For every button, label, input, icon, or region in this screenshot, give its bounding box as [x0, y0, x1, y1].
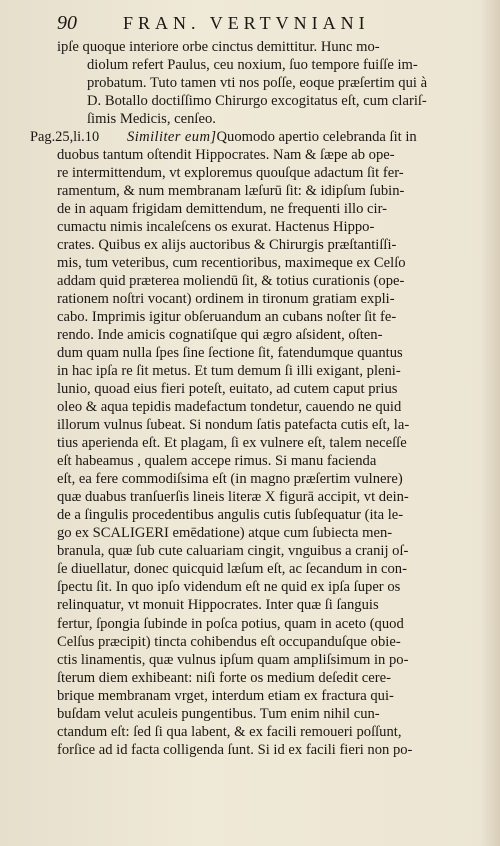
text-line: fertur, ſpongia ſubinde in poſca potius, quam in aceto (quod	[57, 615, 404, 632]
text-line: illorum vulnus ſubeat. Si nondum ſatis patefacta cutis eſt, la-	[57, 417, 410, 434]
text-line: de a ſingulis procedentibus angulis cutis ſubſequatur (ita le-	[57, 507, 404, 524]
text-line: buſdam velut aculeis pungentibus. Tum enim nihil cun-	[57, 705, 380, 722]
text-line: quæ duabus tranſuerſis lineis literæ X figurā accipit, vt dein-	[57, 489, 409, 506]
text-line: oleo & aqua tepidis madefactum tondetur, cauendo ne quid	[57, 399, 402, 416]
text-line: forſice ad id facta colligenda ſunt. Si id ex facili fieri non po-	[57, 741, 413, 758]
text-line: cumactu nimis incaleſcens os exurat. Hactenus Hippo-	[57, 219, 375, 236]
text-line: diolum refert Paulus, ceu noxium, ſuo tempore fuiſſe im-	[87, 57, 418, 74]
text-line: ctandum eſt: ſed ſi qua labent, & ex facili remoueri poſſunt,	[57, 723, 402, 740]
text-line: tius aperienda eſt. Et plagam, ſi ex vulnere eſt, talem neceſſe	[57, 435, 407, 452]
text-line: eſt, ea fere commodiſsima eſt (in magno præſertim vulnere)	[57, 471, 403, 488]
text-line: addam quid præterea moliendū ſit, & totius curationis (ope-	[57, 273, 405, 290]
text-line: dum quam nulla ſpes ſine ſectione ſit, fatendumque quantus	[57, 345, 403, 362]
text-line: ipſe quoque interiore orbe cinctus demittitur. Hunc mo-	[57, 39, 380, 55]
text-line: probatum. Tuto tamen vti nos poſſe, eoque præſertim qui à	[87, 75, 428, 92]
text-line: ctis linamentis, quæ vulnus ipſum quam ampliſsimum in po-	[57, 651, 409, 668]
text-line: branula, quæ ſub cute caluariam cingit, vnguibus a cranij oſ-	[57, 543, 409, 560]
running-head: FRAN. VERTVNIANI	[123, 13, 370, 33]
text-line: brique membranam vrget, interdum etiam ex fractura qui-	[57, 687, 394, 704]
text-line: in hac ipſa re ſit metus. Et tum demum ſi illi exigant, pleni-	[57, 363, 401, 380]
text-line: eſt habeamus , qualem accepe rimus. Si manu facienda	[57, 453, 377, 470]
text-line: ramentum, & num membranam læſurū ſit: & idipſum ſubin-	[57, 183, 405, 200]
lemma: Similiter eum]	[127, 129, 217, 146]
text-line: crates. Quibus ex alijs auctoribus & Chirurgis præſtantiſſi-	[57, 237, 397, 254]
page-number: 90	[57, 12, 77, 34]
text-line: rationem noſtri vocant) ordinem in tironum gratiam expli-	[57, 291, 395, 308]
marginal-reference: Pag.25,li.10	[30, 129, 100, 146]
text-line: re intermittendum, vt exploremus quouſque adactum ſit fer-	[57, 165, 404, 182]
text-line: D. Botallo doctiſſimo Chirurgo excogitatus eſt, cum clariſ-	[87, 93, 427, 110]
text-line-with-reference	[30, 128, 477, 146]
text-line: ſterum diem exhibeant: niſi forte os medium deſedit cere-	[57, 669, 391, 686]
text-line: go ex SCALIGERI emēdatione) atque cum ſubiecta men-	[57, 525, 393, 542]
text-line: cabo. Imprimis igitur obſeruandum an cubans noſter ſit fe-	[57, 309, 397, 326]
text-line: de in aquam frigidam demittendum, ne frequenti illo cir-	[57, 201, 387, 218]
text-line: duobus tantum oſtendit Hippocrates. Nam & ſæpe ab ope-	[57, 147, 395, 164]
text-line: Celſus præcipit) tincta cohibendus eſt occupanduſque obie-	[57, 633, 401, 650]
text-line: lunio, quoad eius fieri poteſt, euitato, ad cutem caput prius	[57, 381, 398, 398]
page-header	[57, 12, 467, 36]
text-line: Quomodo apertio celebranda ſit in	[216, 129, 417, 146]
body-text	[30, 38, 477, 759]
text-line: ſe diuellatur, donec quicquid læſum eſt, ac ſecandum in con-	[57, 561, 407, 578]
text-line: ſimis Medicis, cenſeo.	[87, 111, 216, 128]
text-line: relinquatur, vt monuit Hippocrates. Inter quæ ſi ſanguis	[57, 597, 379, 614]
text-line: ſpectu ſit. In quo ipſo videndum eſt ne quid ex ipſa ſuper os	[57, 579, 401, 596]
text-line: mis, tum veteribus, cum recentioribus, maximeque ex Celſo	[57, 255, 406, 272]
text-line: rendo. Inde amicis cognatiſque qui ægro aſsident, oſten-	[57, 327, 383, 344]
